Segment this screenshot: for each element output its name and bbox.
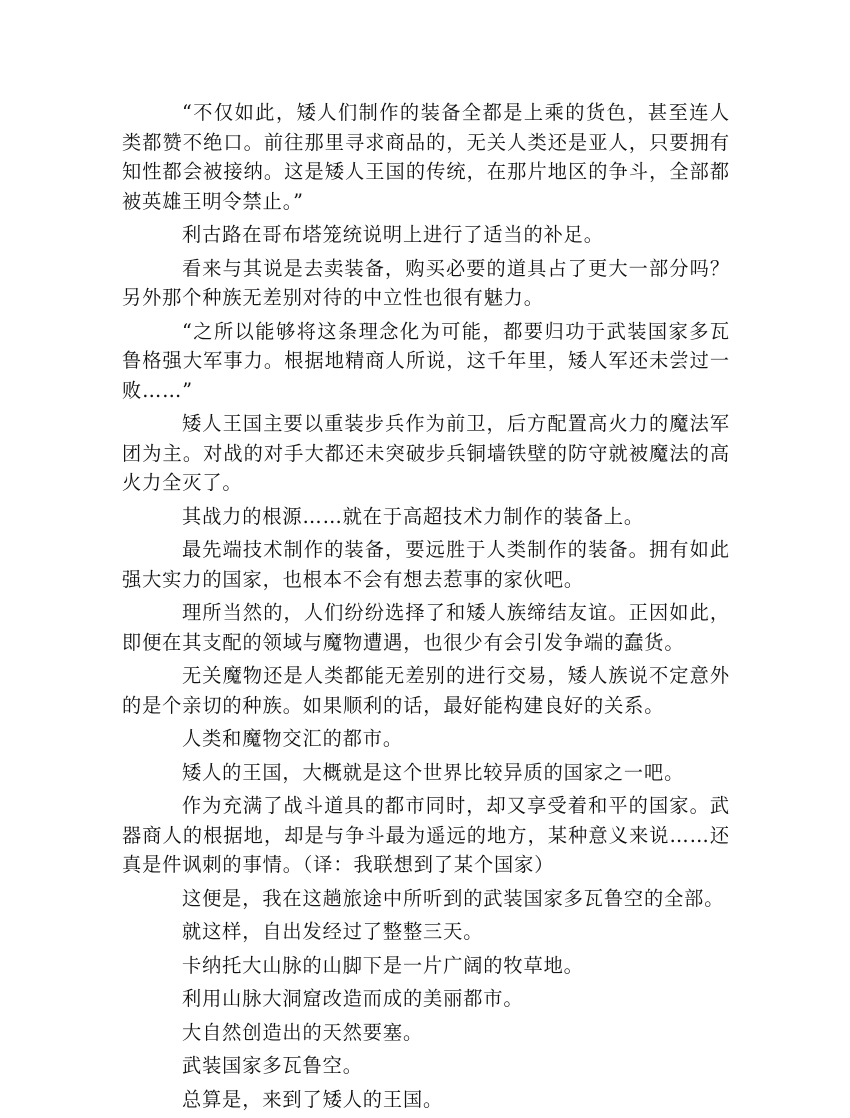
paragraph: 其战力的根源……就在于高超技术力制作的装备上。 — [182, 504, 645, 528]
paragraph: “不仅如此，矮人们制作的装备全都是上乘的货色，甚至连人类都赞不绝口。前往那里寻求商品的，无关人类还是亚人，只要拥有知性都会被接纳。这是矮人王国的传统，在那片地区的争斗，全部都被英雄王明令禁止。” — [122, 101, 730, 213]
paragraph: 作为充满了战斗道具的都市同时，却又享受着和平的国家。武器商人的根据地，却是与争斗最为遥远的地方，某种意义来说……还真是件讽刺的事情。（译：我联想到了某个国家） — [122, 794, 730, 876]
body-text — [122, 98, 730, 1118]
paragraph: 矮人的王国，大概就是这个世界比较异质的国家之一吧。 — [182, 760, 685, 784]
paragraph: 这便是，我在这趟旅途中所听到的武装国家多瓦鲁空的全部。 — [182, 886, 725, 910]
paragraph: 就这样，自出发经过了整整三天。 — [182, 920, 484, 943]
paragraph: 看来与其说是去卖装备，购买必要的道具占了更大一部分吗？另外那个种族无差别对待的中立性也很有魅力。 — [122, 256, 730, 309]
paragraph: 最先端技术制作的装备，要远胜于人类制作的装备。拥有如此强大实力的国家，也根本不会有想去惹事的家伙吧。 — [122, 538, 730, 591]
paragraph: 理所当然的，人们纷纷选择了和矮人族缔结友谊。正因如此，即便在其支配的领域与魔物遭遇，也很少有会引发争端的蠢货。 — [122, 601, 730, 654]
paragraph: “之所以能够将这条理念化为可能，都要归功于武装国家多瓦鲁格强大军事力。根据地精商人所说，这千年里，矮人军还未尝过一败……” — [122, 319, 730, 402]
paragraph: 卡纳托大山脉的山脚下是一片广阔的牧草地。 — [182, 953, 584, 977]
paragraph: 无关魔物还是人类都能无差别的进行交易，矮人族说不定意外的是个亲切的种族。如果顺利的话，最好能构建良好的关系。 — [122, 664, 730, 717]
paragraph: 矮人王国主要以重装步兵作为前卫，后方配置高火力的魔法军团为主。对战的对手大都还未突破步兵铜墙铁壁的防守就被魔法的高火力全灭了。 — [122, 412, 730, 494]
paragraph: 总算是，来到了矮人的王国。 — [182, 1087, 444, 1111]
paragraph: 人类和魔物交汇的都市。 — [182, 727, 403, 750]
paragraph: 大自然创造出的天然要塞。 — [182, 1020, 424, 1044]
paragraph: 利古路在哥布塔笼统说明上进行了适当的补足。 — [182, 223, 604, 246]
paragraph: 武装国家多瓦鲁空。 — [182, 1054, 363, 1077]
paragraph: 利用山脉大洞窟改造而成的美丽都市。 — [182, 987, 524, 1010]
